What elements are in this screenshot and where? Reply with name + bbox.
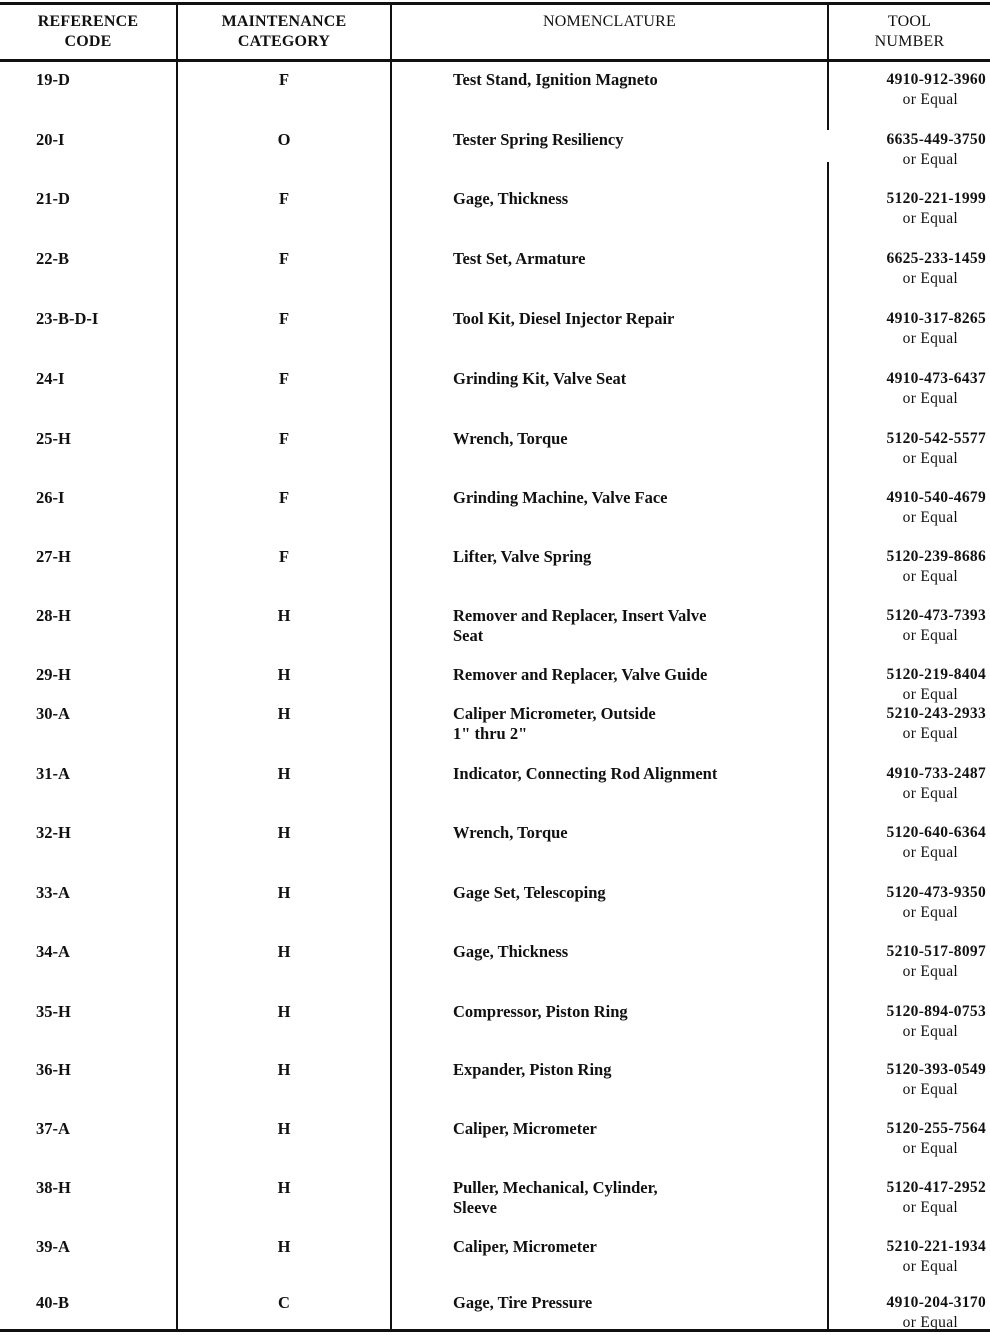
or-equal-note: or Equal <box>902 568 958 585</box>
tool-number: 5210-517-8097 <box>886 943 986 960</box>
header-tool-number: TOOL NUMBER <box>874 13 945 50</box>
reference-code-cell: 38-H <box>36 1178 71 1197</box>
tool-number-cell <box>830 1293 986 1333</box>
header-nomenclature: NOMENCLATURE <box>542 13 677 30</box>
reference-code-cell: 23-B-D-I <box>36 309 99 328</box>
nomenclature-cell: Test Set, Armature <box>453 249 586 268</box>
tool-number: 6635-449-3750 <box>886 131 986 148</box>
tool-number: 5210-221-1934 <box>886 1238 986 1255</box>
maintenance-category-cell: H <box>277 606 291 625</box>
maintenance-category-cell: F <box>278 249 290 268</box>
or-equal-note: or Equal <box>902 390 958 407</box>
or-equal-note: or Equal <box>902 844 958 861</box>
maintenance-category-cell: H <box>277 1237 291 1256</box>
reference-code-cell: 35-H <box>36 1002 71 1021</box>
tool-number: 4910-912-3960 <box>886 71 986 88</box>
maintenance-category-cell: F <box>278 189 290 208</box>
maintenance-category-cell: F <box>278 488 290 507</box>
or-equal-note: or Equal <box>902 330 958 347</box>
reference-code-cell: 21-D <box>36 189 70 208</box>
tool-number: 5120-417-2952 <box>886 1179 986 1196</box>
tool-number-cell <box>830 189 986 229</box>
maintenance-category-cell: H <box>277 1119 291 1138</box>
tool-number: 4910-473-6437 <box>886 370 986 387</box>
tool-number-cell <box>830 309 986 349</box>
tool-number-cell <box>830 764 986 804</box>
reference-code-cell: 31-A <box>36 764 70 783</box>
maintenance-category-cell: H <box>277 1060 291 1079</box>
tool-number: 5120-542-5577 <box>886 430 986 447</box>
or-equal-note: or Equal <box>902 627 958 644</box>
or-equal-note: or Equal <box>902 1023 958 1040</box>
maintenance-category-cell: H <box>277 1178 291 1197</box>
column-divider <box>390 2 392 1332</box>
header-reference-code: REFERENCE CODE <box>37 13 139 50</box>
tool-number: 5120-640-6364 <box>886 824 986 841</box>
maintenance-category-cell: H <box>277 942 291 961</box>
nomenclature-cell: Tool Kit, Diesel Injector Repair <box>453 309 675 328</box>
maintenance-category-cell: H <box>277 665 291 684</box>
or-equal-note: or Equal <box>902 151 958 168</box>
tool-number-cell <box>830 704 986 744</box>
tool-number-cell <box>830 1178 986 1218</box>
reference-code-cell: 37-A <box>36 1119 70 1138</box>
maintenance-category-cell: F <box>278 369 290 388</box>
nomenclature-cell: Remover and Replacer, Valve Guide <box>453 665 708 684</box>
reference-code-cell: 26-I <box>36 488 65 507</box>
tool-number: 6625-233-1459 <box>886 250 986 267</box>
tool-number-cell <box>830 1060 986 1100</box>
nomenclature-cell: Gage, Thickness <box>453 942 569 961</box>
tool-number: 4910-540-4679 <box>886 489 986 506</box>
or-equal-note: or Equal <box>902 210 958 227</box>
maintenance-category-cell: H <box>277 823 291 842</box>
or-equal-note: or Equal <box>902 1199 958 1216</box>
tool-number-cell <box>830 1119 986 1159</box>
nomenclature-cell: Test Stand, Ignition Magneto <box>453 70 658 89</box>
tool-number: 4910-317-8265 <box>886 310 986 327</box>
reference-code-cell: 28-H <box>36 606 71 625</box>
tool-number-cell <box>830 942 986 982</box>
or-equal-note: or Equal <box>902 785 958 802</box>
or-equal-note: or Equal <box>902 725 958 742</box>
reference-code-cell: 33-A <box>36 883 70 902</box>
header-rule <box>0 59 990 62</box>
tool-number-cell <box>830 488 986 528</box>
nomenclature-cell: Caliper Micrometer, Outside 1" thru 2" <box>453 704 656 743</box>
maintenance-category-cell: H <box>277 1002 291 1021</box>
tool-number: 5120-255-7564 <box>886 1120 986 1137</box>
nomenclature-cell: Grinding Machine, Valve Face <box>453 488 668 507</box>
tool-number-cell <box>830 823 986 863</box>
nomenclature-cell: Puller, Mechanical, Cylinder, Sleeve <box>453 1178 658 1217</box>
reference-code-cell: 29-H <box>36 665 71 684</box>
tool-number-cell <box>830 883 986 923</box>
tool-number-cell <box>830 547 986 587</box>
reference-code-cell: 32-H <box>36 823 71 842</box>
tool-number: 5120-393-0549 <box>886 1061 986 1078</box>
reference-code-cell: 24-I <box>36 369 65 388</box>
tool-number: 5120-239-8686 <box>886 548 986 565</box>
table-top-rule <box>0 2 990 5</box>
maintenance-category-cell: F <box>278 309 290 328</box>
tool-number: 5120-473-9350 <box>886 884 986 901</box>
maintenance-category-cell: H <box>277 764 291 783</box>
or-equal-note: or Equal <box>902 904 958 921</box>
maintenance-category-cell: F <box>278 70 290 89</box>
nomenclature-cell: Expander, Piston Ring <box>453 1060 612 1079</box>
or-equal-note: or Equal <box>902 1258 958 1275</box>
tool-number-cell <box>830 665 986 705</box>
tool-number-cell <box>830 1237 986 1277</box>
tool-number: 5120-894-0753 <box>886 1003 986 1020</box>
or-equal-note: or Equal <box>902 270 958 287</box>
nomenclature-cell: Grinding Kit, Valve Seat <box>453 369 627 388</box>
reference-code-cell: 39-A <box>36 1237 70 1256</box>
or-equal-note: or Equal <box>902 1314 958 1331</box>
nomenclature-cell: Tester Spring Resiliency <box>453 130 624 149</box>
maintenance-category-cell: H <box>277 883 291 902</box>
tool-number: 5210-243-2933 <box>886 705 986 722</box>
nomenclature-cell: Wrench, Torque <box>453 429 568 448</box>
tool-number: 5120-473-7393 <box>886 607 986 624</box>
nomenclature-cell: Caliper, Micrometer <box>453 1237 597 1256</box>
maintenance-category-cell: C <box>278 1293 290 1312</box>
nomenclature-cell: Indicator, Connecting Rod Alignment <box>453 764 718 783</box>
reference-code-cell: 36-H <box>36 1060 71 1079</box>
nomenclature-cell: Lifter, Valve Spring <box>453 547 592 566</box>
or-equal-note: or Equal <box>902 91 958 108</box>
or-equal-note: or Equal <box>902 1081 958 1098</box>
nomenclature-cell: Caliper, Micrometer <box>453 1119 597 1138</box>
nomenclature-cell: Gage, Tire Pressure <box>453 1293 593 1312</box>
reference-code-cell: 22-B <box>36 249 69 268</box>
nomenclature-cell: Gage Set, Telescoping <box>453 883 606 902</box>
reference-code-cell: 34-A <box>36 942 70 961</box>
tool-number: 5120-221-1999 <box>886 190 986 207</box>
reference-code-cell: 19-D <box>36 70 70 89</box>
reference-code-cell: 27-H <box>36 547 71 566</box>
header-maintenance-category: MAINTENANCE CATEGORY <box>221 13 347 50</box>
or-equal-note: or Equal <box>902 686 958 703</box>
nomenclature-cell: Remover and Replacer, Insert Valve Seat <box>453 606 707 645</box>
or-equal-note: or Equal <box>902 450 958 467</box>
reference-code-cell: 30-A <box>36 704 70 723</box>
maintenance-category-cell: O <box>277 130 291 149</box>
nomenclature-cell: Compressor, Piston Ring <box>453 1002 628 1021</box>
maintenance-category-cell: F <box>278 547 290 566</box>
reference-code-cell: 40-B <box>36 1293 69 1312</box>
tool-number-cell <box>830 606 986 646</box>
or-equal-note: or Equal <box>902 963 958 980</box>
maintenance-category-cell: F <box>278 429 290 448</box>
tool-number-cell <box>830 130 986 170</box>
tool-number: 5120-219-8404 <box>886 666 986 683</box>
or-equal-note: or Equal <box>902 1140 958 1157</box>
tool-number-cell <box>830 70 986 110</box>
tool-number-cell <box>830 429 986 469</box>
reference-code-cell: 20-I <box>36 130 65 149</box>
maintenance-category-cell: H <box>277 704 291 723</box>
nomenclature-cell: Gage, Thickness <box>453 189 569 208</box>
tool-number-cell <box>830 369 986 409</box>
tool-number-cell <box>830 249 986 289</box>
nomenclature-cell: Wrench, Torque <box>453 823 568 842</box>
column-divider <box>827 162 829 1332</box>
tool-number: 4910-733-2487 <box>886 765 986 782</box>
reference-code-cell: 25-H <box>36 429 71 448</box>
tool-number: 4910-204-3170 <box>886 1294 986 1311</box>
or-equal-note: or Equal <box>902 509 958 526</box>
tool-number-cell <box>830 1002 986 1042</box>
